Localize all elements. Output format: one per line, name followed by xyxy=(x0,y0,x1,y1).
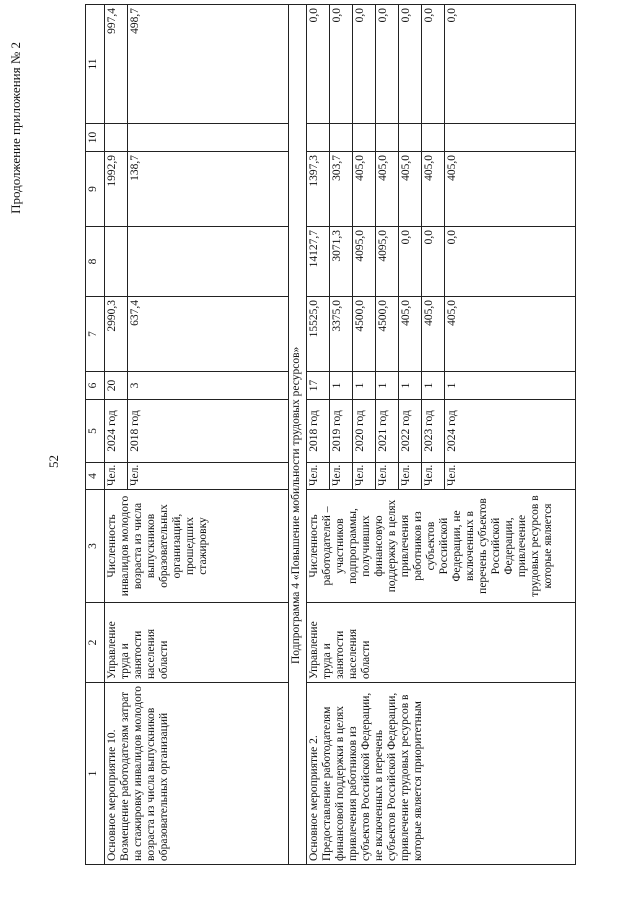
value-cell: 0,0 xyxy=(330,5,353,124)
value-cell xyxy=(445,124,576,152)
value-cell xyxy=(105,124,128,152)
year-cell: 2024 год xyxy=(105,400,128,463)
value-cell: 138,7 xyxy=(128,152,289,227)
value-cell: 1 xyxy=(353,372,376,400)
value-cell xyxy=(422,124,445,152)
col-header: 11 xyxy=(86,5,105,124)
executor: Управление труда и занятости населения области xyxy=(105,603,289,683)
year-cell: 2018 год xyxy=(307,400,330,463)
table-row xyxy=(307,5,330,865)
value-cell: 3375,0 xyxy=(330,297,353,372)
measure-title: Основное мероприятие 2. Предоставление работодателям финансовой поддержки в целях привлечения работников из субъектов Российской Федерации, не включенных в перечень субъектов Российской Федерации, привлечение трудовых ресурсов в которые является приоритетным xyxy=(307,683,576,865)
value-cell: 0,0 xyxy=(353,5,376,124)
value-cell: 4500,0 xyxy=(353,297,376,372)
unit-cell: Чел. xyxy=(445,463,576,490)
value-cell: 1397,3 xyxy=(307,152,330,227)
unit-cell: Чел. xyxy=(399,463,422,490)
value-cell: 1 xyxy=(330,372,353,400)
col-header: 6 xyxy=(86,372,105,400)
value-cell: 405,0 xyxy=(376,152,399,227)
value-cell: 405,0 xyxy=(422,152,445,227)
indicator: Численность инвалидов молодого возраста из числа выпускников образовательных организаций, прошедших стажировку xyxy=(105,490,289,603)
value-cell: 303,7 xyxy=(330,152,353,227)
unit-cell: Чел. xyxy=(105,463,128,490)
value-cell: 4500,0 xyxy=(376,297,399,372)
col-header: 1 xyxy=(86,683,105,865)
value-cell xyxy=(128,227,289,297)
unit-cell: Чел. xyxy=(330,463,353,490)
column-number-row xyxy=(86,5,105,865)
value-cell: 0,0 xyxy=(399,5,422,124)
appendix-note: Продолжение приложения № 2 xyxy=(8,42,23,214)
unit-cell: Чел. xyxy=(307,463,330,490)
value-cell: 20 xyxy=(105,372,128,400)
executor: Управление труда и занятости населения области xyxy=(307,603,576,683)
value-cell: 15525,0 xyxy=(307,297,330,372)
value-cell: 405,0 xyxy=(399,152,422,227)
value-cell: 405,0 xyxy=(353,152,376,227)
table-row xyxy=(105,5,128,865)
value-cell: 997,4 xyxy=(105,5,128,124)
value-cell: 0,0 xyxy=(376,5,399,124)
year-cell: 2022 год xyxy=(399,400,422,463)
year-cell: 2020 год xyxy=(353,400,376,463)
value-cell: 405,0 xyxy=(445,152,576,227)
col-header: 5 xyxy=(86,400,105,463)
value-cell: 0,0 xyxy=(399,227,422,297)
value-cell xyxy=(330,124,353,152)
value-cell: 3071,3 xyxy=(330,227,353,297)
page-number: 52 xyxy=(46,455,61,468)
col-header: 10 xyxy=(86,124,105,152)
value-cell: 4095,0 xyxy=(376,227,399,297)
value-cell: 0,0 xyxy=(422,5,445,124)
unit-cell: Чел. xyxy=(128,463,289,490)
measure-title: Основное мероприятие 10. Возмещение работодателям затрат на стажировку инвалидов молодого возраста из числа выпускников образовательных организаций xyxy=(105,683,289,865)
value-cell xyxy=(399,124,422,152)
year-cell: 2024 год xyxy=(445,400,576,463)
col-header: 2 xyxy=(86,603,105,683)
value-cell xyxy=(376,124,399,152)
value-cell: 1992,9 xyxy=(105,152,128,227)
col-header: 4 xyxy=(86,463,105,490)
subprogram-title: Подпрограмма 4 «Повышение мобильности трудовых ресурсов» xyxy=(289,5,307,865)
value-cell: 3 xyxy=(128,372,289,400)
value-cell: 14127,7 xyxy=(307,227,330,297)
year-cell: 2021 год xyxy=(376,400,399,463)
value-cell: 0,0 xyxy=(307,5,330,124)
value-cell: 498,7 xyxy=(128,5,289,124)
unit-cell: Чел. xyxy=(422,463,445,490)
value-cell: 1 xyxy=(422,372,445,400)
value-cell: 1 xyxy=(399,372,422,400)
year-cell: 2018 год xyxy=(128,400,289,463)
unit-cell: Чел. xyxy=(353,463,376,490)
col-header: 7 xyxy=(86,297,105,372)
value-cell: 0,0 xyxy=(422,227,445,297)
unit-cell: Чел. xyxy=(376,463,399,490)
program-table xyxy=(85,4,576,865)
value-cell: 0,0 xyxy=(445,227,576,297)
value-cell: 1 xyxy=(376,372,399,400)
col-header: 9 xyxy=(86,152,105,227)
subprogram-row xyxy=(289,5,307,865)
value-cell xyxy=(353,124,376,152)
value-cell xyxy=(128,124,289,152)
year-cell: 2019 год xyxy=(330,400,353,463)
value-cell: 2990,3 xyxy=(105,297,128,372)
value-cell: 405,0 xyxy=(445,297,576,372)
value-cell: 4095,0 xyxy=(353,227,376,297)
col-header: 8 xyxy=(86,227,105,297)
year-cell: 2023 год xyxy=(422,400,445,463)
value-cell: 1 xyxy=(445,372,576,400)
value-cell: 0,0 xyxy=(445,5,576,124)
indicator: Численность работодателей – участников подпрограммы, получивших финансовую поддержку в целях привлечения работников из субъектов Российской Федерации, не включенных в перечень субъектов Российской Федерации, привлечение трудовых ресурсов в которые является xyxy=(307,490,576,603)
value-cell xyxy=(307,124,330,152)
value-cell: 405,0 xyxy=(422,297,445,372)
value-cell: 17 xyxy=(307,372,330,400)
col-header: 3 xyxy=(86,490,105,603)
value-cell xyxy=(105,227,128,297)
value-cell: 405,0 xyxy=(399,297,422,372)
value-cell: 637,4 xyxy=(128,297,289,372)
